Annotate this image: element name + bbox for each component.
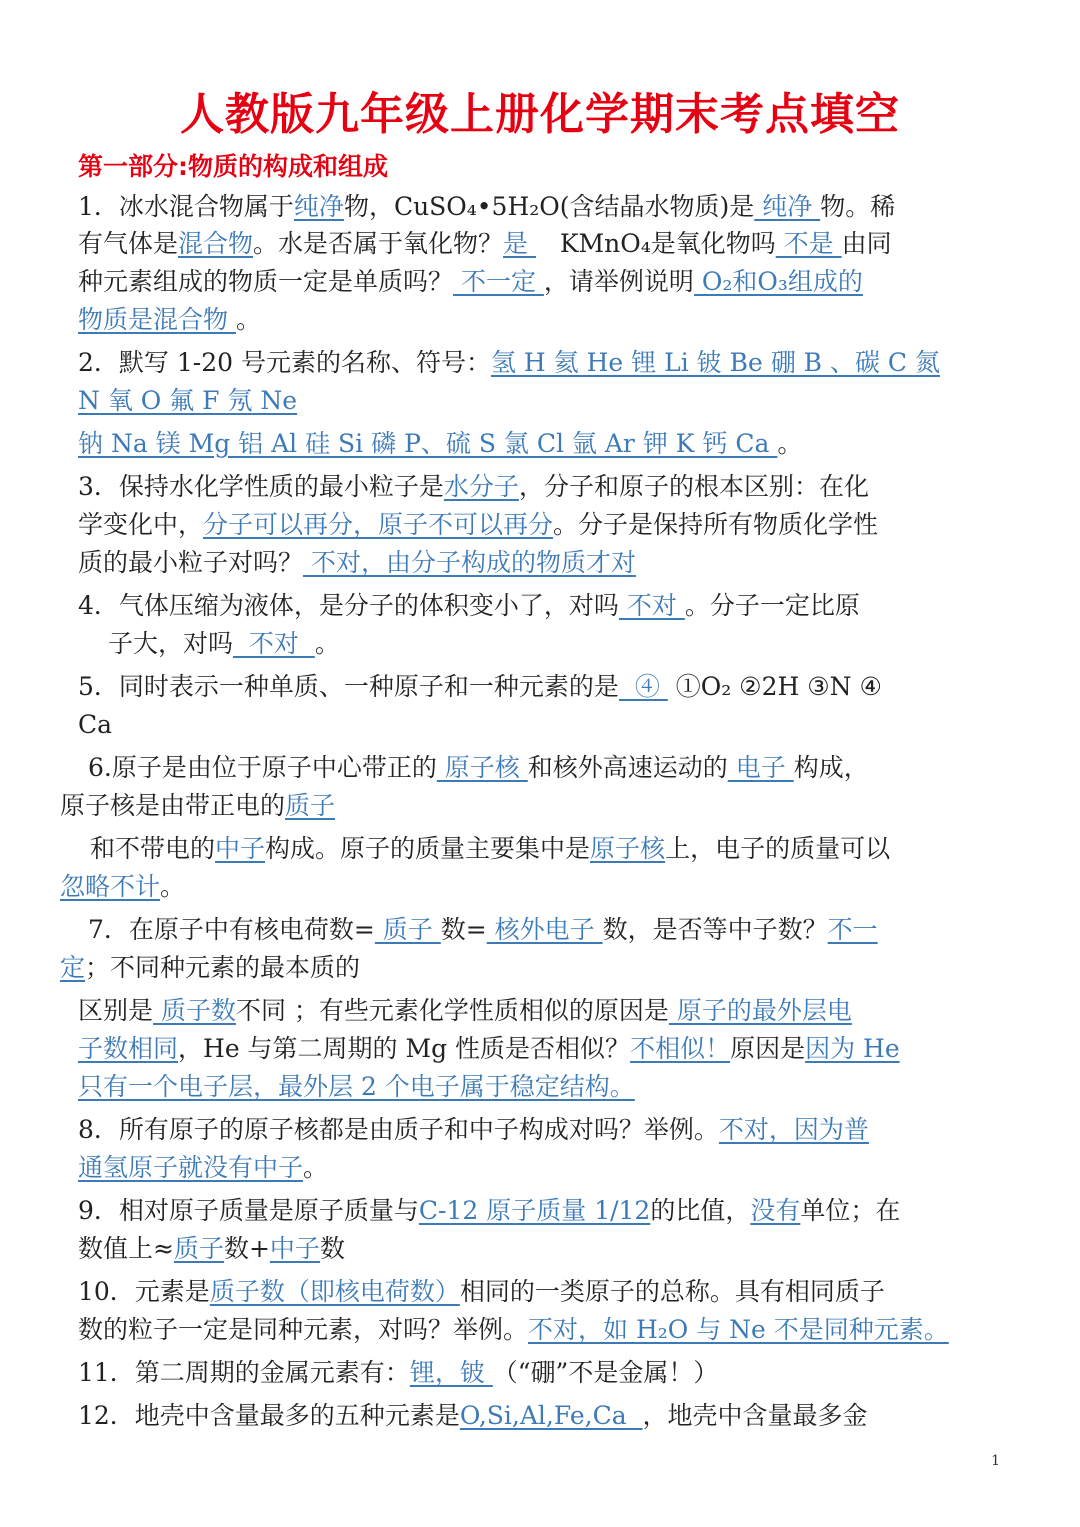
answer: 水分子 (443, 472, 519, 501)
answer: 中子 (269, 1234, 320, 1263)
answer: 通氢原子就没有中子 (78, 1153, 304, 1182)
answer: 忽略不计 (60, 872, 161, 901)
answer: 不是 (775, 229, 842, 258)
answer: 子数相同 (78, 1034, 179, 1063)
answer: 氢 H 氦 He 锂 Li 铍 Be 硼 B 、碳 C 氮 (490, 348, 940, 377)
answer: 是 (503, 229, 536, 258)
answer: 电子 (727, 753, 794, 782)
q8-line-2: 通氢原子就没有中子。 (78, 1153, 329, 1182)
q11-line-1: 11．第二周期的金属元素有：锂，铍 （“硼”不是金属！） (78, 1358, 719, 1387)
q9-line-2: 数值上≈质子数+中子数 (78, 1234, 345, 1263)
answer: 分子可以再分，原子不可以再分 (203, 510, 554, 539)
q6-line-1: 6.原子是由位于原子中心带正的 原子核 和核外高速运动的 电子 构成， (88, 753, 869, 782)
answer: 质子数（即核电荷数） (209, 1277, 460, 1306)
answer: 锂，铍 (409, 1358, 493, 1387)
answer: 不对，因为普 (718, 1115, 869, 1144)
q6-line-4: 忽略不计。 (60, 872, 186, 901)
answer: 核外电子 (486, 915, 603, 944)
q10-line-1: 10．元素是质子数（即核电荷数）相同的一类原子的总称。具有相同质子 (78, 1277, 885, 1306)
q6-line-2: 原子核是由带正电的质子 (60, 791, 336, 820)
q9-line-1: 9．相对原子质量是原子质量与C-12 原子质量 1/12的比值，没有单位；在 (78, 1196, 901, 1225)
answer: 不对，如 H₂O 与 Ne 不是同种元素。 (528, 1315, 949, 1344)
answer: O,Si,Al,Fe,Ca (459, 1401, 643, 1430)
answer: 混合物 (178, 229, 254, 258)
section-heading: 第一部分:物质的构成和组成 (78, 152, 388, 181)
answer: 钠 Na 镁 Mg 铝 Al 硅 Si 磷 P、硫 S 氯 Cl 氩 Ar 钾 K 钙 Ca (78, 429, 778, 458)
q12-line-1: 12．地壳中含量最多的五种元素是O,Si,Al,Fe,Ca ，地壳中含量最多金 (78, 1401, 868, 1430)
answer: 原子核 (590, 834, 666, 863)
answer: 不一定 (453, 267, 544, 296)
q7-line-2: 定；不同种元素的最本质的 (60, 953, 361, 982)
answer: 中子 (215, 834, 266, 863)
q3-line-3: 质的最小粒子对吗？ 不对，由分子构成的物质才对 (78, 548, 636, 577)
answer: 质子 (173, 1234, 224, 1263)
answer: O₂和O₃组成的 (693, 267, 863, 296)
q2-line-1: 2．默写 1-20 号元素的名称、符号：氢 H 氦 He 锂 Li 铍 Be 硼 B 、碳 C 氮 (78, 348, 940, 377)
q1-line-3: 种元素组成的物质一定是单质吗？ 不一定 ，请举例说明 O₂和O₃组成的 (78, 267, 863, 296)
answer: 纯净 (754, 192, 821, 221)
answer: 质子数 (153, 996, 236, 1025)
q7-line-3: 区别是 质子数不同 ；有些元素化学性质相似的原因是 原子的最外层电 (78, 996, 852, 1025)
q8-line-1: 8．所有原子的原子核都是由质子和中子构成对吗？举例。不对，因为普 (78, 1115, 869, 1144)
answer: 质子 (374, 915, 441, 944)
q10-line-2: 数的粒子一定是同种元素，对吗？举例。不对，如 H₂O 与 Ne 不是同种元素。 (78, 1315, 949, 1344)
answer: 没有 (750, 1196, 801, 1225)
page-title: 人教版九年级上册化学期末考点填空 (180, 89, 900, 140)
answer: 不对 (618, 591, 685, 620)
q3-line-1: 3．保持水化学性质的最小粒子是水分子，分子和原子的根本区别：在化 (78, 472, 869, 501)
page-number: 1 (991, 1453, 1000, 1469)
answer: 原子的最外层电 (668, 996, 852, 1025)
answer: 不一 (827, 915, 878, 944)
q7-line-5 (78, 1069, 635, 1105)
q5-line-1: 5．同时表示一种单质、一种原子和一种元素的是 ④ ①O₂ ②2H ③N ④ (78, 672, 882, 701)
q5-line-2: Ca (78, 710, 113, 739)
q3-line-2: 学变化中，分子可以再分，原子不可以再分。分子是保持所有物质化学性 (78, 510, 879, 539)
answer: 因为 He (805, 1034, 900, 1063)
q4-line-2: 子大，对吗 不对 。 (108, 629, 340, 658)
answer: 不对，由分子构成的物质才对 (303, 548, 636, 577)
answer: 物质是混合物 (78, 305, 236, 334)
answer: 只有一个电子层，最外层 2 个电子属于稳定结构。 (78, 1072, 635, 1101)
q7-line-1: 7．在原子中有核电荷数= 质子 数= 核外电子 数，是否等中子数？不一 (88, 915, 878, 944)
q2-line-3: 钠 Na 镁 Mg 铝 Al 硅 Si 磷 P、硫 S 氯 Cl 氩 Ar 钾 K 钙 Ca 。 (78, 429, 803, 458)
q4-line-1: 4．气体压缩为液体，是分子的体积变小了，对吗 不对 。分子一定比原 (78, 591, 860, 620)
answer: N 氧 O 氟 F 氖 Ne (78, 386, 298, 415)
q7-line-4: 子数相同，He 与第二周期的 Mg 性质是否相似？不相似！原因是因为 He (78, 1034, 900, 1063)
q6-line-3: 和不带电的中子构成。原子的质量主要集中是原子核上，电子的质量可以 (90, 834, 891, 863)
answer: C-12 原子质量 1/12 (418, 1196, 651, 1225)
q2-line-2 (78, 383, 297, 419)
q1-line-4: 物质是混合物 。 (78, 305, 261, 334)
q1-line-2: 有气体是混合物。水是否属于氧化物？是 KMnO₄是氧化物吗 不是 由同 (78, 229, 892, 258)
answer: 纯净 (293, 192, 344, 221)
answer: 不对 (233, 629, 315, 658)
q1-line-1: 1．冰水混合物属于纯净物，CuSO₄•5H₂O(含结晶水物质)是 纯净 物。稀 (78, 192, 896, 221)
answer: 不相似！ (630, 1034, 731, 1063)
answer: ④ (618, 672, 668, 701)
answer: 原子核 (436, 753, 528, 782)
answer: 质子 (285, 791, 336, 820)
answer: 定 (60, 953, 86, 982)
